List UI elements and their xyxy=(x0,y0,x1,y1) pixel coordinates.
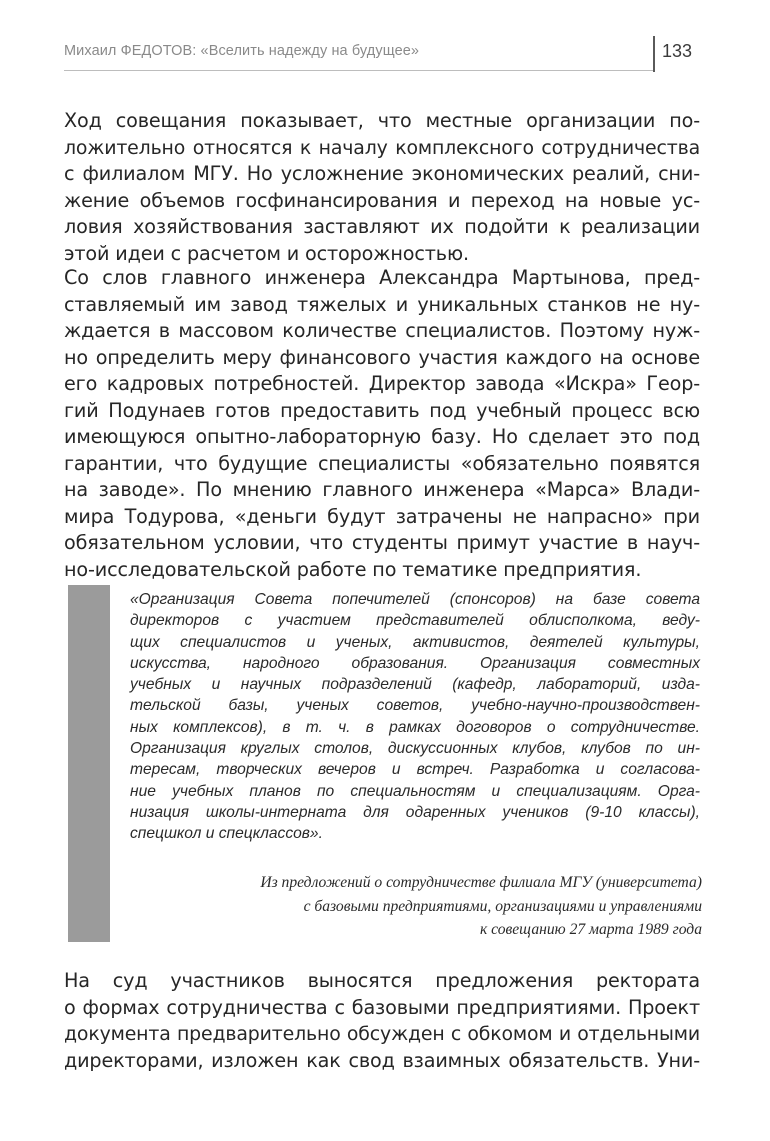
header-separator xyxy=(653,36,655,72)
paragraph-1 xyxy=(64,108,700,267)
quote-line: тересам, творческих вечеров и встреч. Разработка и согласова- xyxy=(130,761,700,779)
text-line: мира Тодурова, «деньги будут затрачены не напрасно» при xyxy=(64,504,700,528)
source-line: с базовыми предприятиями, организациями и управлениями xyxy=(303,897,702,915)
quote-line: учебных и научных подразделений (кафедр, лабораторий, изда- xyxy=(130,676,700,694)
quote-line: искусства, народного образования. Организация совместных xyxy=(130,654,700,672)
text-line: На суд участников выносятся предложения ректората xyxy=(64,969,700,992)
text-line: гий Подунаев готов предоставить под учебный процесс всю xyxy=(64,398,700,422)
quote-bar xyxy=(68,585,110,942)
text-line: ловия хозяйствования заставляют их подойти к реализации xyxy=(64,215,700,238)
text-line: его кадровых потребностей. Директор завода «Искра» Геор- xyxy=(64,372,700,395)
text-line: имеющуюся опытно-лабораторную базу. Но сделает это под xyxy=(64,425,700,448)
quote-line: тельской базы, ученых советов, учебно-научно-производствен- xyxy=(130,697,700,715)
page-number: 133 xyxy=(662,41,693,61)
quote-line: «Организация Совета попечителей (спонсоров) на базе совета xyxy=(130,591,700,608)
text-line: ждается в массовом количестве специалистов. Поэтому нуж- xyxy=(64,319,700,342)
text-line: ложительно относятся к началу комплексного сотрудничества xyxy=(64,136,700,159)
paragraph-3 xyxy=(64,968,700,1074)
quote-line: низация школы-интерната для одаренных учеников (9-10 классы), xyxy=(130,803,700,821)
text-line: о формах сотрудничества с базовыми предприятиями. Проект xyxy=(64,995,700,1019)
text-line: документа предварительно обсужден с обкомом и отдельными xyxy=(64,1023,700,1045)
text-line: гарантии, что будущие специалисты «обязательно появятся xyxy=(64,451,700,475)
text-line: обязательном условии, что студенты примут участие в науч- xyxy=(64,531,700,554)
quote-source xyxy=(140,871,702,942)
quote-line: Организация круглых столов, дискуссионных клубов, клубов по ин- xyxy=(130,740,700,758)
text-line: ставляемый им завод тяжелых и уникальных станков не ну- xyxy=(64,292,700,316)
text-line: Ход совещания показывает, что местные организации по- xyxy=(64,109,700,132)
quote-block xyxy=(130,589,700,845)
text-line: директорами, изложен как свод взаимных обязательств. Уни- xyxy=(64,1048,700,1072)
text-line: но-исследовательской работе по тематике предприятия. xyxy=(64,557,642,581)
quote-line: ние учебных планов по специальностям и специализациям. Орга- xyxy=(130,782,700,800)
text-line: на заводе». По мнению главного инженера «Марса» Влади- xyxy=(64,478,700,501)
source-line: к совещанию 27 марта 1989 года xyxy=(479,921,702,938)
running-title: Михаил ФЕДОТОВ: «Вселить надежду на будущее» xyxy=(64,43,420,59)
header-rule xyxy=(64,70,654,71)
source-line: Из предложений о сотрудничестве филиала МГУ (университета) xyxy=(260,874,702,891)
text-line: но определить меру финансового участия каждого на основе xyxy=(64,345,700,369)
quote-line: щих специалистов и ученых, активистов, деятелей культуры, xyxy=(130,633,700,651)
quote-line: ных комплексов), в т. ч. в рамках договоров о сотрудничестве. xyxy=(130,718,700,736)
text-line: с филиалом МГУ. Но усложнение экономических реалий, сни- xyxy=(64,162,700,185)
text-line: Со слов главного инженера Александра Мартынова, пред- xyxy=(64,266,700,289)
text-line: этой идеи с расчетом и осторожностью. xyxy=(64,241,469,265)
text-line: жение объемов госфинансирования и переход на новые ус- xyxy=(64,188,700,212)
page-header xyxy=(64,36,706,72)
paragraph-2 xyxy=(64,265,700,583)
quote-line: директоров с участием представителей облисполкома, веду- xyxy=(130,612,700,630)
quote-line: спецшкол и спецклассов». xyxy=(130,825,323,843)
